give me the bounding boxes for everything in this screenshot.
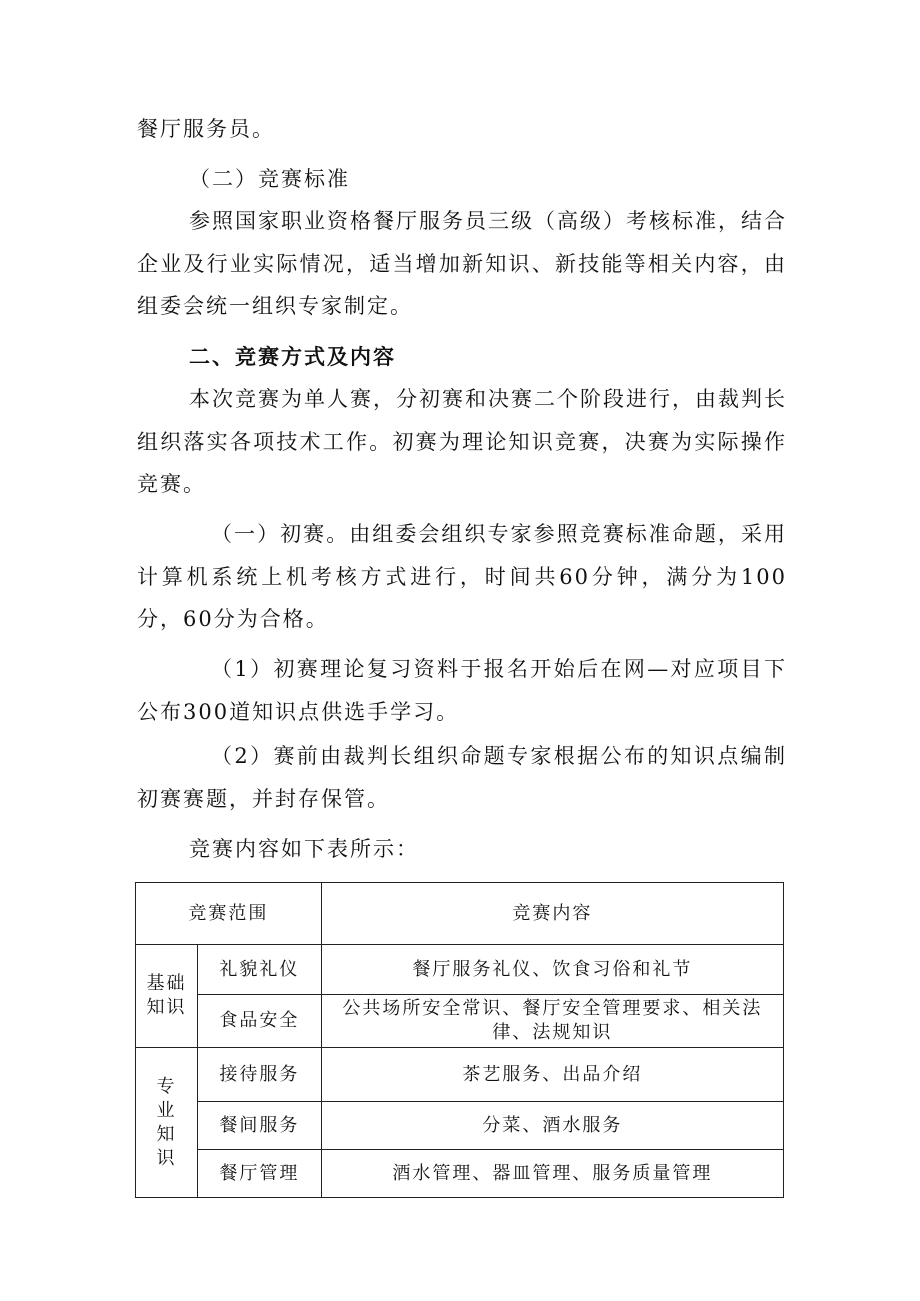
item-cell: 礼貌礼仪 xyxy=(197,945,321,995)
table-row xyxy=(136,995,784,1048)
item-cell: 接待服务 xyxy=(197,1048,321,1102)
competition-content-table xyxy=(135,882,784,1198)
section-heading-method: 二、竞赛方式及内容 xyxy=(189,345,396,369)
item-cell: 餐厅管理 xyxy=(197,1150,321,1198)
table-row xyxy=(136,1150,784,1198)
paragraph-question-setting: （2）赛前由裁判长组织命题专家根据公布的知识点编制初赛赛题，并封存保管。 xyxy=(137,744,787,811)
header-competition-scope: 竞赛范围 xyxy=(136,883,322,945)
item-cell: 餐间服务 xyxy=(197,1102,321,1150)
table-row xyxy=(136,1048,784,1102)
paragraph-table-intro: 竞赛内容如下表所示： xyxy=(189,837,419,861)
group-professional-knowledge: 专业知识 xyxy=(136,1048,198,1198)
content-cell: 酒水管理、器皿管理、服务质量管理 xyxy=(321,1150,783,1198)
content-cell: 分菜、酒水服务 xyxy=(321,1102,783,1150)
section-heading-standard: （二）竞赛标准 xyxy=(189,167,350,191)
table-row xyxy=(136,945,784,995)
header-competition-content: 竞赛内容 xyxy=(321,883,783,945)
table-row xyxy=(136,1102,784,1150)
paragraph-restaurant-waiter: 餐厅服务员。 xyxy=(137,117,275,141)
content-cell: 餐厅服务礼仪、饮食习俗和礼节 xyxy=(321,945,783,995)
paragraph-competition-overview: 本次竞赛为单人赛，分初赛和决赛二个阶段进行，由裁判长组织落实各项技术工作。初赛为理论知识竞赛，决赛为实际操作竞赛。 xyxy=(137,387,787,496)
item-cell: 食品安全 xyxy=(197,995,321,1048)
paragraph-review-materials: （1）初赛理论复习资料于报名开始后在网—对应项目下公布300道知识点供选手学习。 xyxy=(137,657,787,724)
paragraph-standard-description: 参照国家职业资格餐厅服务员三级（高级）考核标准，结合企业及行业实际情况，适当增加新知识、新技能等相关内容，由组委会统一组织专家制定。 xyxy=(137,209,787,318)
group-basic-knowledge: 基础知识 xyxy=(136,945,198,1048)
content-cell: 公共场所安全常识、餐厅安全管理要求、相关法律、法规知识 xyxy=(321,995,783,1048)
paragraph-preliminary-round: （一）初赛。由组委会组织专家参照竞赛标准命题，采用计算机系统上机考核方式进行，时间共60分钟，满分为100分，60分为合格。 xyxy=(137,522,787,631)
content-cell: 茶艺服务、出品介绍 xyxy=(321,1048,783,1102)
table-header-row xyxy=(136,883,784,945)
